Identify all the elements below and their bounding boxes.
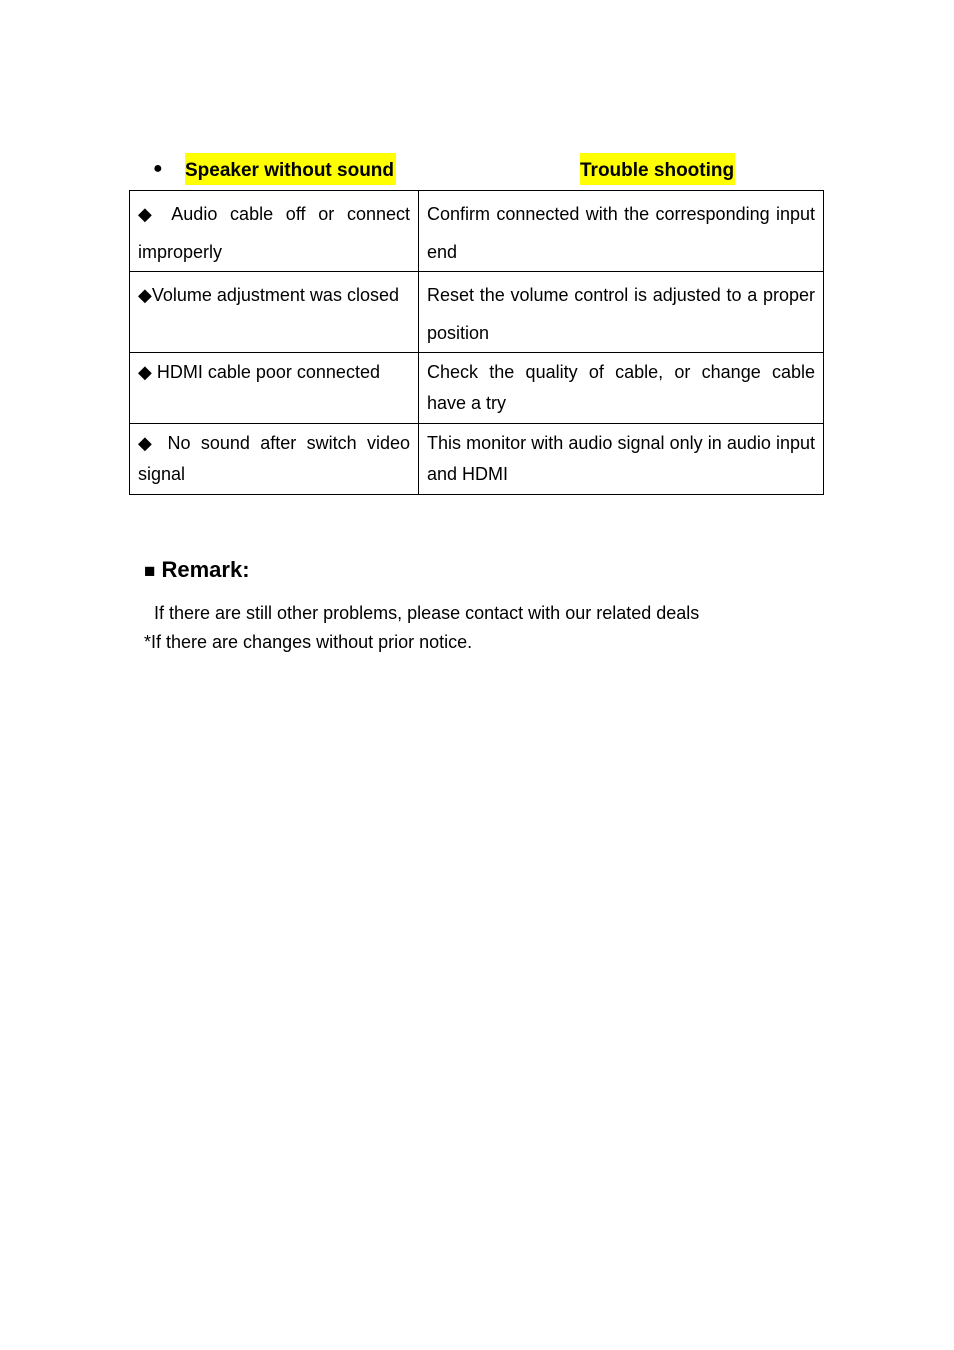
table-row bbox=[130, 424, 824, 495]
section-heading bbox=[0, 153, 954, 185]
problem-cell: ◆Volume adjustment was closed bbox=[130, 272, 419, 353]
remark-notice: *If there are changes without prior notice. bbox=[144, 632, 473, 652]
problem-cell: ◆ HDMI cable poor connected bbox=[130, 353, 419, 424]
table-row bbox=[130, 353, 824, 424]
remark-title: Remark: bbox=[161, 557, 250, 582]
solution-cell: This monitor with audio signal only in audio input and HDMI bbox=[419, 424, 824, 495]
table-row bbox=[130, 272, 824, 353]
solution-cell: Confirm connected with the corresponding input end bbox=[419, 191, 824, 272]
troubleshooting-table bbox=[129, 190, 824, 495]
problem-cell: ◆ No sound after switch video signal bbox=[130, 424, 419, 495]
problem-cell: ◆ Audio cable off or connect improperly bbox=[130, 191, 419, 272]
remark-heading bbox=[144, 556, 250, 586]
bullet-icon: ● bbox=[153, 160, 163, 177]
table-row bbox=[130, 191, 824, 272]
square-bullet-icon: ■ bbox=[144, 561, 156, 582]
solution-cell: Reset the volume control is adjusted to a proper position bbox=[419, 272, 824, 353]
remark-text: If there are still other problems, please contact with our related deals bbox=[154, 603, 700, 623]
section-title-highlight: Speaker without sound bbox=[185, 153, 396, 185]
troubleshooting-title-highlight: Trouble shooting bbox=[580, 153, 735, 185]
solution-cell: Check the quality of cable, or change cable have a try bbox=[419, 353, 824, 424]
